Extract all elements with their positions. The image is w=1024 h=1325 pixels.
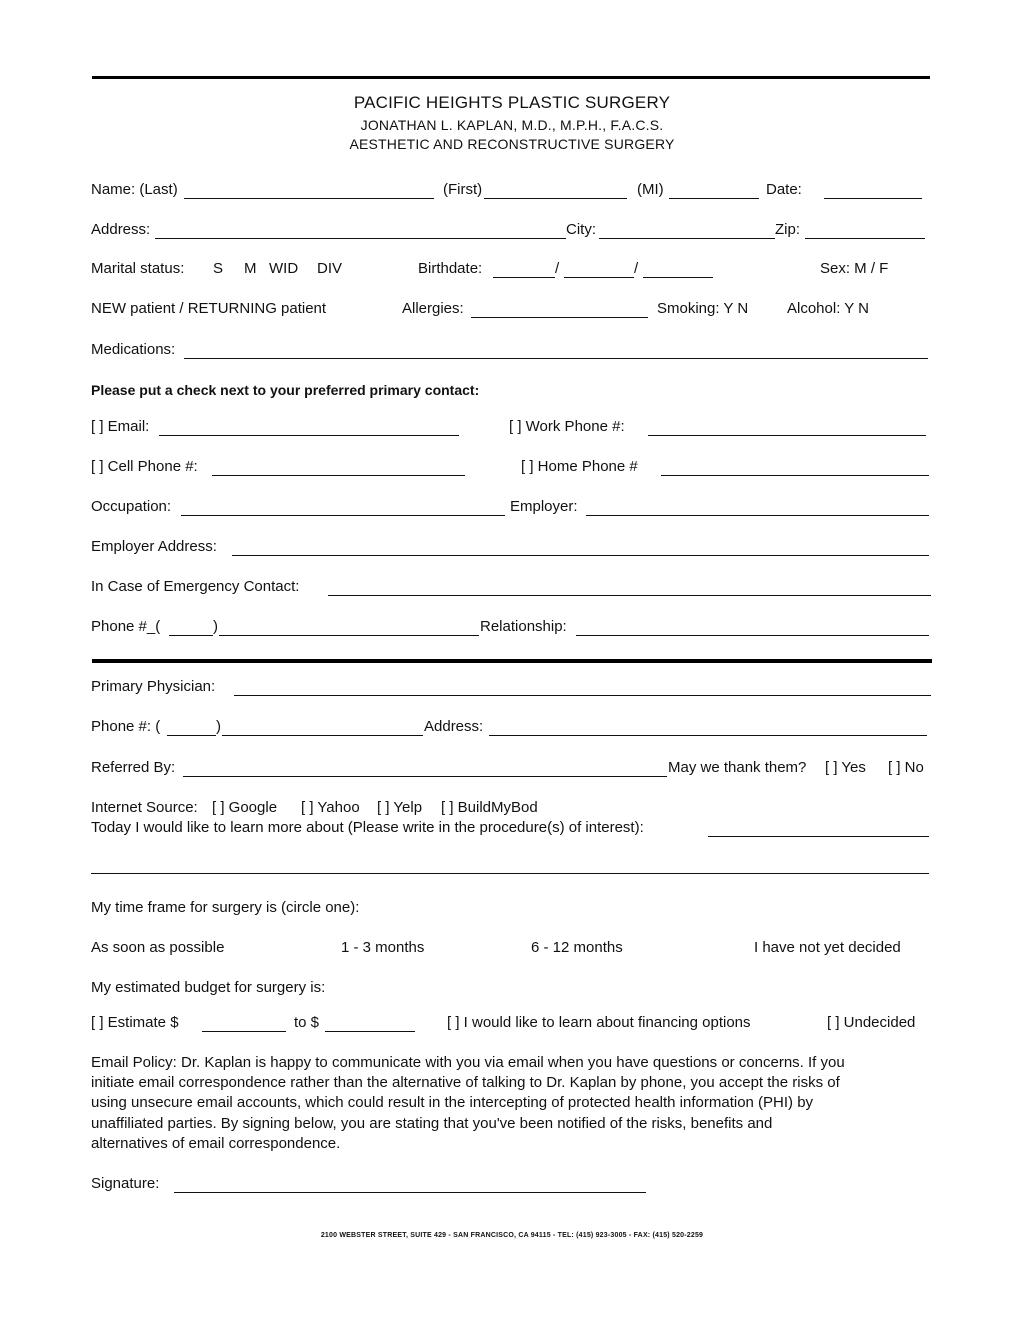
patient-type-option[interactable]: NEW patient / RETURNING patient (91, 300, 327, 317)
employer-address-label: Employer Address: (91, 538, 217, 555)
allergies-field[interactable] (471, 299, 648, 318)
referred-by-field[interactable] (183, 758, 667, 777)
buildmybod-checkbox[interactable]: [ ] BuildMyBod (441, 799, 538, 816)
learn-more-row (91, 818, 933, 840)
date-field[interactable] (824, 180, 922, 199)
address-label: Address: (91, 221, 151, 238)
emergency-phone-field[interactable] (219, 617, 479, 636)
paren-close: ) (213, 618, 218, 635)
referred-by-row (91, 758, 933, 780)
budget-undecided-checkbox[interactable]: [ ] Undecided (827, 1014, 916, 1031)
primary-physician-row (91, 677, 933, 699)
email-policy-line: Email Policy: Dr. Kaplan is happy to communicate with you via email when you have questions or concerns. If you (91, 1054, 845, 1071)
email-field[interactable] (159, 417, 459, 436)
medications-label: Medications: (91, 341, 176, 358)
yahoo-checkbox[interactable]: [ ] Yahoo (301, 799, 360, 816)
birth-day-field[interactable] (564, 259, 634, 278)
primary-physician-label: Primary Physician: (91, 678, 216, 695)
email-policy-line: alternatives of email correspondence. (91, 1134, 341, 1152)
emergency-phone-label: Phone #_( (91, 618, 161, 635)
email-policy-line: unaffiliated parties. By signing below, you are stating that you've been notified of the risks, benefits and (91, 1114, 773, 1132)
budget-label: My estimated budget for surgery is: (91, 979, 326, 996)
smoking-option[interactable]: Smoking: Y N (657, 300, 749, 317)
signature-row (91, 1174, 933, 1196)
primary-physician-field[interactable] (234, 677, 931, 696)
physician-phone-field[interactable] (222, 717, 423, 736)
thank-them-label: May we thank them? (668, 759, 807, 776)
address-row (91, 220, 933, 242)
top-divider (92, 76, 930, 79)
learn-more-field[interactable] (708, 818, 929, 837)
marital-option-widowed[interactable]: WID (269, 260, 299, 277)
cell-phone-checkbox[interactable]: [ ] Cell Phone #: (91, 458, 198, 475)
address-field[interactable] (155, 220, 566, 239)
practice-name: PACIFIC HEIGHTS PLASTIC SURGERY (353, 93, 671, 112)
work-phone-checkbox[interactable]: [ ] Work Phone #: (509, 418, 625, 435)
budget-row (91, 978, 933, 1000)
contact-instruction: Please put a check next to your preferred primary contact: (91, 382, 480, 398)
birth-month-field[interactable] (493, 259, 555, 278)
city-label: City: (566, 221, 596, 238)
internet-source-label: Internet Source: (91, 799, 198, 816)
section-divider (92, 659, 932, 663)
time-frame-label: My time frame for surgery is (circle one): (91, 899, 360, 916)
zip-field[interactable] (805, 220, 925, 239)
time-option-undecided[interactable]: I have not yet decided (754, 939, 901, 956)
occupation-row (91, 497, 933, 519)
name-row (91, 180, 933, 202)
thank-yes-checkbox[interactable]: [ ] Yes (825, 759, 866, 776)
email-policy (91, 1053, 933, 1154)
time-frame-row (91, 898, 933, 920)
email-policy-line: initiate email correspondence rather than the alternative of talking to Dr. Kaplan by phone, you accept the risks of (91, 1074, 840, 1092)
yelp-checkbox[interactable]: [ ] Yelp (377, 799, 423, 816)
marital-status-label: Marital status: (91, 260, 185, 277)
internet-source-row (91, 798, 933, 820)
google-checkbox[interactable]: [ ] Google (212, 799, 278, 816)
cell-phone-field[interactable] (212, 457, 465, 476)
last-name-label: Name: (Last) (91, 181, 178, 198)
doctor-name: JONATHAN L. KAPLAN, M.D., M.P.H., F.A.C.S. (360, 117, 664, 133)
patient-type-row (91, 299, 933, 321)
home-phone-checkbox[interactable]: [ ] Home Phone # (521, 458, 638, 475)
alcohol-option[interactable]: Alcohol: Y N (787, 300, 869, 317)
birthdate-slash: / (555, 260, 560, 277)
zip-label: Zip: (775, 221, 801, 238)
estimate-to-field[interactable] (325, 1013, 415, 1032)
last-name-field[interactable] (184, 180, 434, 199)
work-phone-field[interactable] (648, 417, 926, 436)
specialty: AESTHETIC AND RECONSTRUCTIVE SURGERY (349, 136, 675, 152)
signature-label: Signature: (91, 1175, 160, 1192)
marital-option-divorced[interactable]: DIV (317, 260, 343, 277)
time-option-1-3-months[interactable]: 1 - 3 months (341, 939, 425, 956)
sex-field[interactable]: Sex: M / F (820, 260, 889, 277)
emergency-contact-field[interactable] (328, 577, 931, 596)
physician-area-code-field[interactable] (167, 717, 216, 736)
birthdate-slash: / (634, 260, 639, 277)
employer-address-row (91, 537, 933, 559)
mi-label: (MI) (637, 181, 664, 198)
medications-row (91, 340, 933, 362)
city-field[interactable] (599, 220, 775, 239)
emergency-phone-row (91, 617, 933, 639)
signature-field[interactable] (174, 1174, 646, 1193)
allergies-label: Allergies: (402, 300, 464, 317)
emergency-contact-label: In Case of Emergency Contact: (91, 578, 300, 595)
birth-year-field[interactable] (643, 259, 713, 278)
emergency-area-code-field[interactable] (169, 617, 213, 636)
emergency-contact-row (91, 577, 933, 599)
employer-address-field[interactable] (232, 537, 929, 556)
employer-field[interactable] (586, 497, 929, 516)
learn-more-field-2[interactable] (91, 855, 929, 874)
home-phone-field[interactable] (661, 457, 929, 476)
first-name-label: (First) (443, 181, 483, 198)
birthdate-label: Birthdate: (418, 260, 483, 277)
learn-more-row-2 (91, 855, 933, 877)
physician-address-field[interactable] (489, 717, 927, 736)
paren-close: ) (216, 718, 221, 735)
thank-no-checkbox[interactable]: [ ] No (888, 759, 924, 776)
physician-address-label: Address: (424, 718, 484, 735)
email-checkbox[interactable]: [ ] Email: (91, 418, 150, 435)
time-options-row (91, 938, 933, 960)
relationship-label: Relationship: (480, 618, 567, 635)
financing-checkbox[interactable]: [ ] I would like to learn about financing options (447, 1014, 751, 1031)
footer-address: 2100 WEBSTER STREET, SUITE 429 - SAN FRANCISCO, CA 94115 - TEL: (415) 923-3005 - FAX: (415) 520-2259 (320, 1232, 704, 1239)
marital-option-married[interactable]: M (244, 260, 257, 277)
employer-label: Employer: (510, 498, 578, 515)
marital-option-single[interactable]: S (213, 260, 224, 277)
estimate-from-field[interactable] (202, 1013, 286, 1032)
email-policy-line: using unsecure email accounts, which could result in the intercepting of protected health information (PHI) by (91, 1094, 814, 1112)
estimate-to-label: to $ (294, 1014, 320, 1031)
physician-phone-row (91, 717, 933, 739)
marital-row (91, 259, 933, 281)
occupation-field[interactable] (181, 497, 505, 516)
physician-phone-label: Phone #: ( (91, 718, 161, 735)
date-label: Date: (766, 181, 802, 198)
learn-more-label: Today I would like to learn more about (Please write in the procedure(s) of interest): (91, 819, 644, 836)
time-option-asap[interactable]: As soon as possible (91, 939, 225, 956)
budget-options-row (91, 1013, 933, 1035)
relationship-field[interactable] (576, 617, 929, 636)
cell-phone-row (91, 457, 933, 479)
occupation-label: Occupation: (91, 498, 172, 515)
time-option-6-12-months[interactable]: 6 - 12 months (531, 939, 623, 956)
referred-by-label: Referred By: (91, 759, 176, 776)
estimate-checkbox[interactable]: [ ] Estimate $ (91, 1014, 179, 1031)
medications-field[interactable] (184, 340, 928, 359)
contact-instruction-row (91, 380, 933, 402)
mi-field[interactable] (669, 180, 759, 199)
email-row (91, 417, 933, 439)
first-name-field[interactable] (484, 180, 627, 199)
